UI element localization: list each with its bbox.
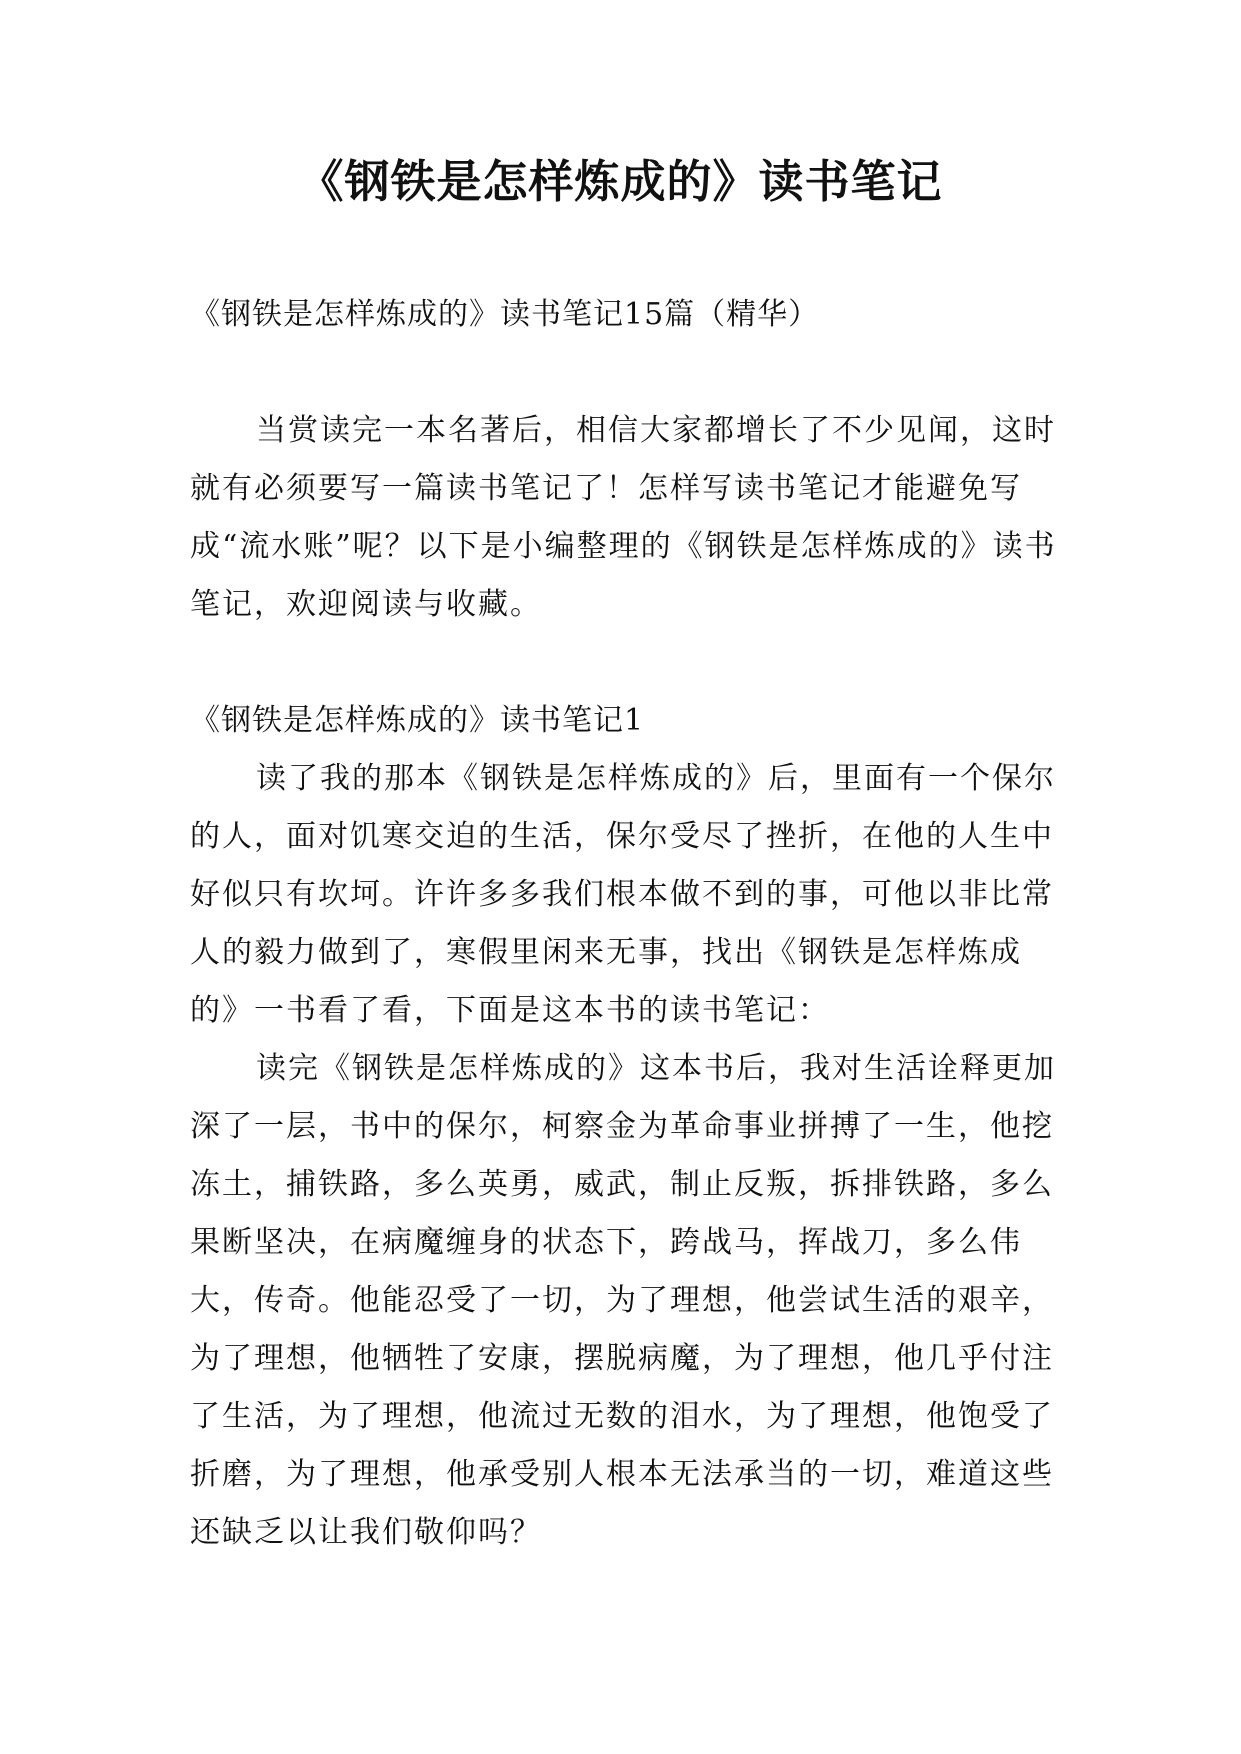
body-paragraph-1: 读了我的那本《钢铁是怎样炼成的》后，里面有一个保尔的人，面对饥寒交迫的生活，保尔受尽了挫折，在他的人生中好似只有坎坷。许许多多我们根本做不到的事，可他以非比常人的毅力做到了，寒假里闲来无事，找出《钢铁是怎样炼成的》一书看了看，下面是这本书的读书笔记：	[190, 761, 1056, 1028]
body-paragraph-2: 读完《钢铁是怎样炼成的》这本书后，我对生活诠释更加深了一层，书中的保尔，柯察金为革命事业拼搏了一生，他挖冻土，捕铁路，多么英勇，威武，制止反叛，拆排铁路，多么果断坚决，在病魔缠身的状态下，跨战马，挥战刀，多么伟大，传奇。他能忍受了一切，为了理想，他尝试生活的艰辛，为了理想，他牺牲了安康，摆脱病魔，为了理想，他几乎付注了生活，为了理想，他流过无数的泪水，为了理想，他饱受了折磨，为了理想，他承受别人根本无法承当的一切，难道这些还缺乏以让我们敬仰吗？	[190, 1051, 1056, 1550]
document-subtitle: 《钢铁是怎样炼成的》读书笔记15篇（精华）	[190, 297, 820, 332]
document-title: 《钢铁是怎样炼成的》读书笔记	[298, 155, 943, 208]
section-heading: 《钢铁是怎样炼成的》读书笔记1	[190, 703, 645, 738]
intro-paragraph: 当赏读完一本名著后，相信大家都增长了不少见闻，这时就有必须要写一篇读书笔记了！怎样写读书笔记才能避免写成“流水账”呢？以下是小编整理的《钢铁是怎样炼成的》读书笔记，欢迎阅读与收藏。	[190, 413, 1057, 622]
